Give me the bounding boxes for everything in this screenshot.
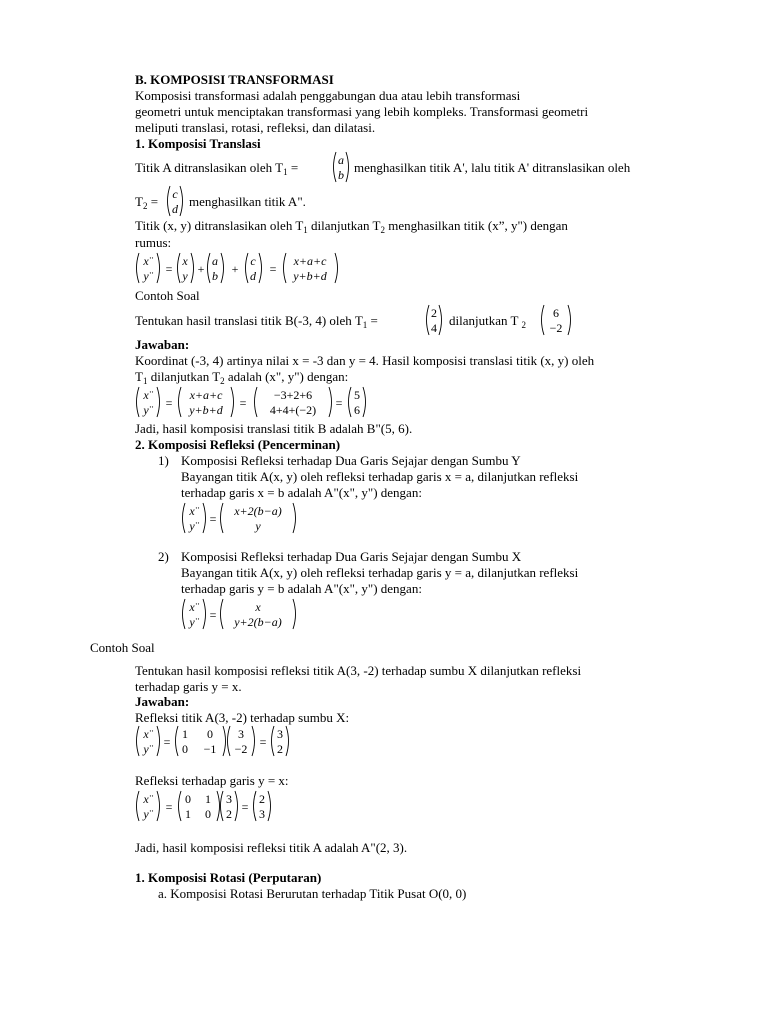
svg-text:=: = [335, 396, 343, 410]
contoh-soal-label-2: Contoh Soal [90, 640, 155, 655]
svg-text:a: a [212, 254, 218, 268]
translasi-kesimpulan: Jadi, hasil komposisi translasi titik B adalah B"(5, 6). [135, 421, 413, 436]
svg-text:=: = [209, 608, 217, 622]
refleksi-item-2-line-1: Bayangan titik A(x, y) oleh refleksi terhadap garis y = a, dilanjutkan refleksi [181, 565, 579, 580]
svg-text:0: 0 [185, 792, 191, 806]
svg-text:−2: −2 [549, 321, 563, 335]
svg-text:=: = [163, 735, 171, 749]
section-heading: B. KOMPOSISI TRANSFORMASI [135, 72, 334, 87]
t1-vector [331, 151, 351, 183]
svg-text:4+4+(−2): 4+4+(−2) [269, 403, 317, 417]
svg-text:−2: −2 [234, 742, 248, 756]
translasi-title: 1. Komposisi Translasi [135, 136, 261, 151]
translasi-line-3: Titik (x, y) ditranslasikan oleh $T_1$ dilanjutkan $T_2$ menghasilkan titik (x”, y") dengan [135, 218, 568, 235]
svg-text:x: x [182, 254, 188, 268]
jawaban-label: Jawaban: [135, 337, 190, 352]
refleksi-item-2-title: Komposisi Refleksi terhadap Dua Garis Sejajar dengan Sumbu X [181, 549, 522, 564]
intro-line-2: geometri untuk menciptakan transformasi yang lebih kompleks. Transformasi geometri [135, 104, 589, 119]
svg-text:3: 3 [277, 727, 283, 741]
svg-text:d: d [172, 202, 178, 216]
refleksi-title: 2. Komposisi Refleksi (Pencerminan) [135, 437, 341, 452]
soal-refleksi-line-1: Tentukan hasil komposisi refleksi titik A(3, -2) terhadap sumbu X dilanjutkan refleksi [135, 663, 582, 678]
refleksi-item-1-title: Komposisi Refleksi terhadap Dua Garis Sejajar dengan Sumbu Y [181, 453, 521, 468]
svg-text:5: 5 [354, 388, 360, 402]
soal-t1-vector [424, 304, 444, 336]
svg-text:b: b [338, 168, 344, 182]
svg-text:y¨: y¨ [143, 807, 153, 821]
svg-text:y: y [255, 519, 261, 533]
svg-text:a: a [338, 153, 344, 167]
refleksi-item-1-formula [181, 502, 301, 534]
svg-text:3: 3 [238, 727, 244, 741]
jawaban-label-2: Jawaban: [135, 694, 190, 709]
svg-text:y¨: y¨ [143, 403, 153, 417]
svg-text:2: 2 [431, 306, 437, 320]
svg-text:x: x [255, 600, 261, 614]
translasi-line-2: $T_2$ = [135, 194, 159, 211]
svg-text:=: = [209, 512, 217, 526]
svg-text:6: 6 [553, 306, 559, 320]
svg-text:d: d [250, 269, 256, 283]
rumus-label: rumus: [135, 235, 172, 250]
svg-text:1: 1 [185, 807, 191, 821]
svg-text:2: 2 [277, 742, 283, 756]
svg-text:c: c [172, 187, 178, 201]
intro-line-1: Komposisi transformasi adalah penggabungan dua atau lebih transformasi [135, 88, 521, 103]
svg-text:=: = [241, 800, 249, 814]
intro-line-3: meliputi translasi, rotasi, refleksi, dan dilatasi. [135, 120, 376, 135]
svg-text:3: 3 [259, 807, 265, 821]
refleksi-item-1-line-2: terhadap garis x = b adalah A"(x", y") dengan: [181, 485, 422, 500]
svg-text:y+b+d: y+b+d [189, 403, 223, 417]
refleksi-item-2-line-2: terhadap garis y = b adalah A"(x", y") dengan: [181, 581, 422, 596]
refleksi-item-2-num: 2) [158, 549, 169, 564]
svg-text:y¨: y¨ [143, 742, 153, 756]
svg-text:x¨: x¨ [143, 388, 153, 402]
translasi-line-1-post: menghasilkan titik A', lalu titik A' ditranslasikan oleh [354, 160, 631, 175]
step-1-matrix [135, 725, 295, 757]
refleksi-kesimpulan: Jadi, hasil komposisi refleksi titik A adalah A"(2, 3). [135, 840, 408, 855]
soal-t2-vector [539, 304, 573, 336]
rotasi-title: 1. Komposisi Rotasi (Perputaran) [135, 870, 322, 885]
translasi-calculation [135, 386, 375, 418]
svg-text:6: 6 [354, 403, 360, 417]
refleksi-item-1-num: 1) [158, 453, 169, 468]
svg-text:=: = [165, 396, 173, 410]
svg-text:2: 2 [259, 792, 265, 806]
step-1-label: Refleksi titik A(3, -2) terhadap sumbu X: [135, 710, 350, 725]
jawaban-line-2: $T_1$ dilanjutkan $T_2$ adalah (x", y") dengan: [135, 369, 349, 386]
svg-text:=: = [269, 262, 277, 276]
svg-text:+: + [231, 262, 239, 276]
refleksi-item-1-line-1: Bayangan titik A(x, y) oleh refleksi terhadap garis x = a, dilanjutkan refleksi [181, 469, 579, 484]
svg-text:=: = [165, 800, 173, 814]
svg-text:−1: −1 [203, 742, 217, 756]
svg-text:c: c [250, 254, 256, 268]
svg-text:−3+2+6: −3+2+6 [273, 388, 313, 402]
rotasi-sub-a: a. Komposisi Rotasi Berurutan terhadap Titik Pusat O(0, 0) [158, 886, 467, 901]
svg-text:4: 4 [431, 321, 437, 335]
svg-text:x¨: x¨ [143, 727, 153, 741]
svg-text:b: b [212, 269, 218, 283]
svg-text:x+a+c: x+a+c [293, 254, 327, 268]
refleksi-item-2-formula [181, 598, 301, 630]
svg-text:x+a+c: x+a+c [189, 388, 223, 402]
translasi-line-1: Titik A ditranslasikan oleh $T_1$ = [135, 160, 299, 177]
svg-text:1: 1 [205, 792, 211, 806]
svg-text:y¨: y¨ [189, 615, 199, 629]
svg-text:1: 1 [182, 727, 188, 741]
step-2-label: Refleksi terhadap garis y = x: [135, 773, 289, 788]
soal-translasi: Tentukan hasil translasi titik B(-3, 4) oleh $T_1$ = [135, 313, 378, 330]
soal-refleksi-line-2: terhadap garis y = x. [135, 679, 242, 694]
svg-text:2: 2 [226, 807, 232, 821]
svg-text:3: 3 [226, 792, 232, 806]
svg-text:y¨: y¨ [189, 519, 199, 533]
step-2-matrix [135, 790, 275, 822]
svg-text:=: = [239, 396, 247, 410]
svg-text:y+2(b−a): y+2(b−a) [234, 615, 282, 629]
svg-text:0: 0 [207, 727, 213, 741]
jawaban-line-1: Koordinat (-3, 4) artinya nilai x = -3 dan y = 4. Hasil komposisi translasi titik (x, y) oleh [135, 353, 595, 368]
svg-text:0: 0 [182, 742, 188, 756]
svg-text:x¨: x¨ [143, 792, 153, 806]
t2-vector [165, 185, 185, 217]
svg-text:0: 0 [205, 807, 211, 821]
svg-text:x¨: x¨ [143, 254, 153, 268]
svg-text:x¨: x¨ [189, 600, 199, 614]
translasi-line-2-post: menghasilkan titik A". [189, 194, 306, 209]
svg-text:+: + [197, 262, 205, 276]
contoh-soal-label: Contoh Soal [135, 288, 200, 303]
svg-text:=: = [165, 262, 173, 276]
rumus-formula [135, 252, 345, 284]
svg-text:=: = [259, 735, 267, 749]
svg-text:y+b+d: y+b+d [293, 269, 327, 283]
svg-text:y: y [182, 269, 188, 283]
svg-text:y¨: y¨ [143, 269, 153, 283]
svg-text:x+2(b−a): x+2(b−a) [234, 504, 282, 518]
soal-translasi-mid: dilanjutkan T $_2$ [449, 313, 526, 330]
svg-text:x¨: x¨ [189, 504, 199, 518]
